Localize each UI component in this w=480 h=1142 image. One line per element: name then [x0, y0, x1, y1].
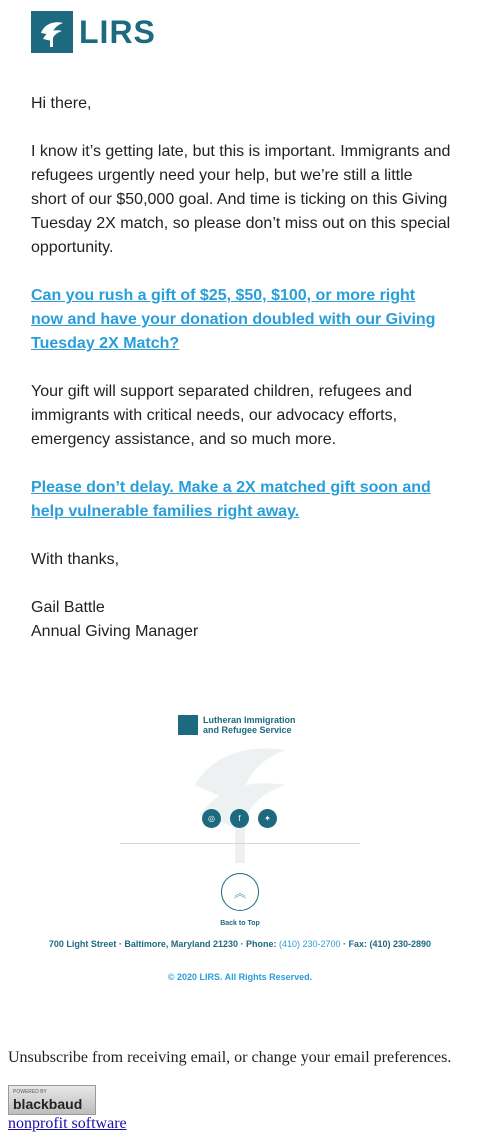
closing: With thanks,: [31, 551, 120, 568]
torch-icon: [178, 715, 198, 735]
unsubscribe-text[interactable]: Unsubscribe from receiving email, or change your email preferences.: [8, 1049, 452, 1066]
logo-text: LIRS: [79, 14, 156, 50]
lirs-logo[interactable]: [31, 11, 156, 53]
torch-icon: [31, 11, 73, 53]
facebook-icon[interactable]: f: [230, 809, 249, 828]
instagram-icon[interactable]: ◎: [202, 809, 221, 828]
donate-cta-link[interactable]: Can you rush a gift of $25, $50, $100, or more right now and have your donation doubled with our Giving Tuesday 2X Match?: [31, 287, 436, 352]
email-body: [31, 92, 451, 644]
intro-paragraph: I know it’s getting late, but this is important. Immigrants and refugees urgently need your help, but we’re still a little short of our $50,000 goal. And time is ticking on this Giving Tuesday 2X match, so please don’t miss out on this special opportunity.: [31, 143, 451, 256]
matched-gift-link[interactable]: Please don’t delay. Make a 2X matched gift soon and help vulnerable families right away.: [31, 479, 431, 520]
greeting: Hi there,: [31, 95, 92, 112]
back-to-top-label[interactable]: Back to Top: [220, 920, 260, 927]
footer-address: [36, 939, 444, 950]
footer-divider: [120, 843, 360, 844]
powered-by-label: POWERED BY: [13, 1089, 47, 1095]
double-chevron-up-icon: ︽: [233, 885, 246, 900]
back-to-top-button[interactable]: [221, 873, 259, 911]
torch-watermark-icon: [185, 745, 295, 865]
impact-paragraph: Your gift will support separated children, refugees and immigrants with critical needs, our advocacy efforts, emergency assistance, and so much more.: [31, 383, 412, 448]
social-links: [202, 809, 277, 828]
twitter-icon[interactable]: ✦: [258, 809, 277, 828]
nonprofit-software-link[interactable]: nonprofit software: [8, 1115, 127, 1132]
fax-text: · Fax: (410) 230-2890: [340, 939, 432, 949]
org-name-line2: and Refugee Service: [203, 725, 292, 735]
signer-title: Annual Giving Manager: [31, 623, 199, 640]
org-name-line1: Lutheran Immigration: [203, 715, 296, 725]
address-text: 700 Light Street · Baltimore, Maryland 21230 · Phone:: [48, 939, 279, 949]
signer-name: Gail Battle: [31, 599, 105, 616]
copyright: © 2020 LIRS. All Rights Reserved.: [167, 972, 313, 982]
footer-logo[interactable]: [178, 715, 296, 735]
phone-link[interactable]: (410) 230-2700: [278, 939, 341, 949]
blackbaud-logo: blackbaud: [13, 1096, 83, 1112]
blackbaud-badge[interactable]: [8, 1085, 96, 1115]
